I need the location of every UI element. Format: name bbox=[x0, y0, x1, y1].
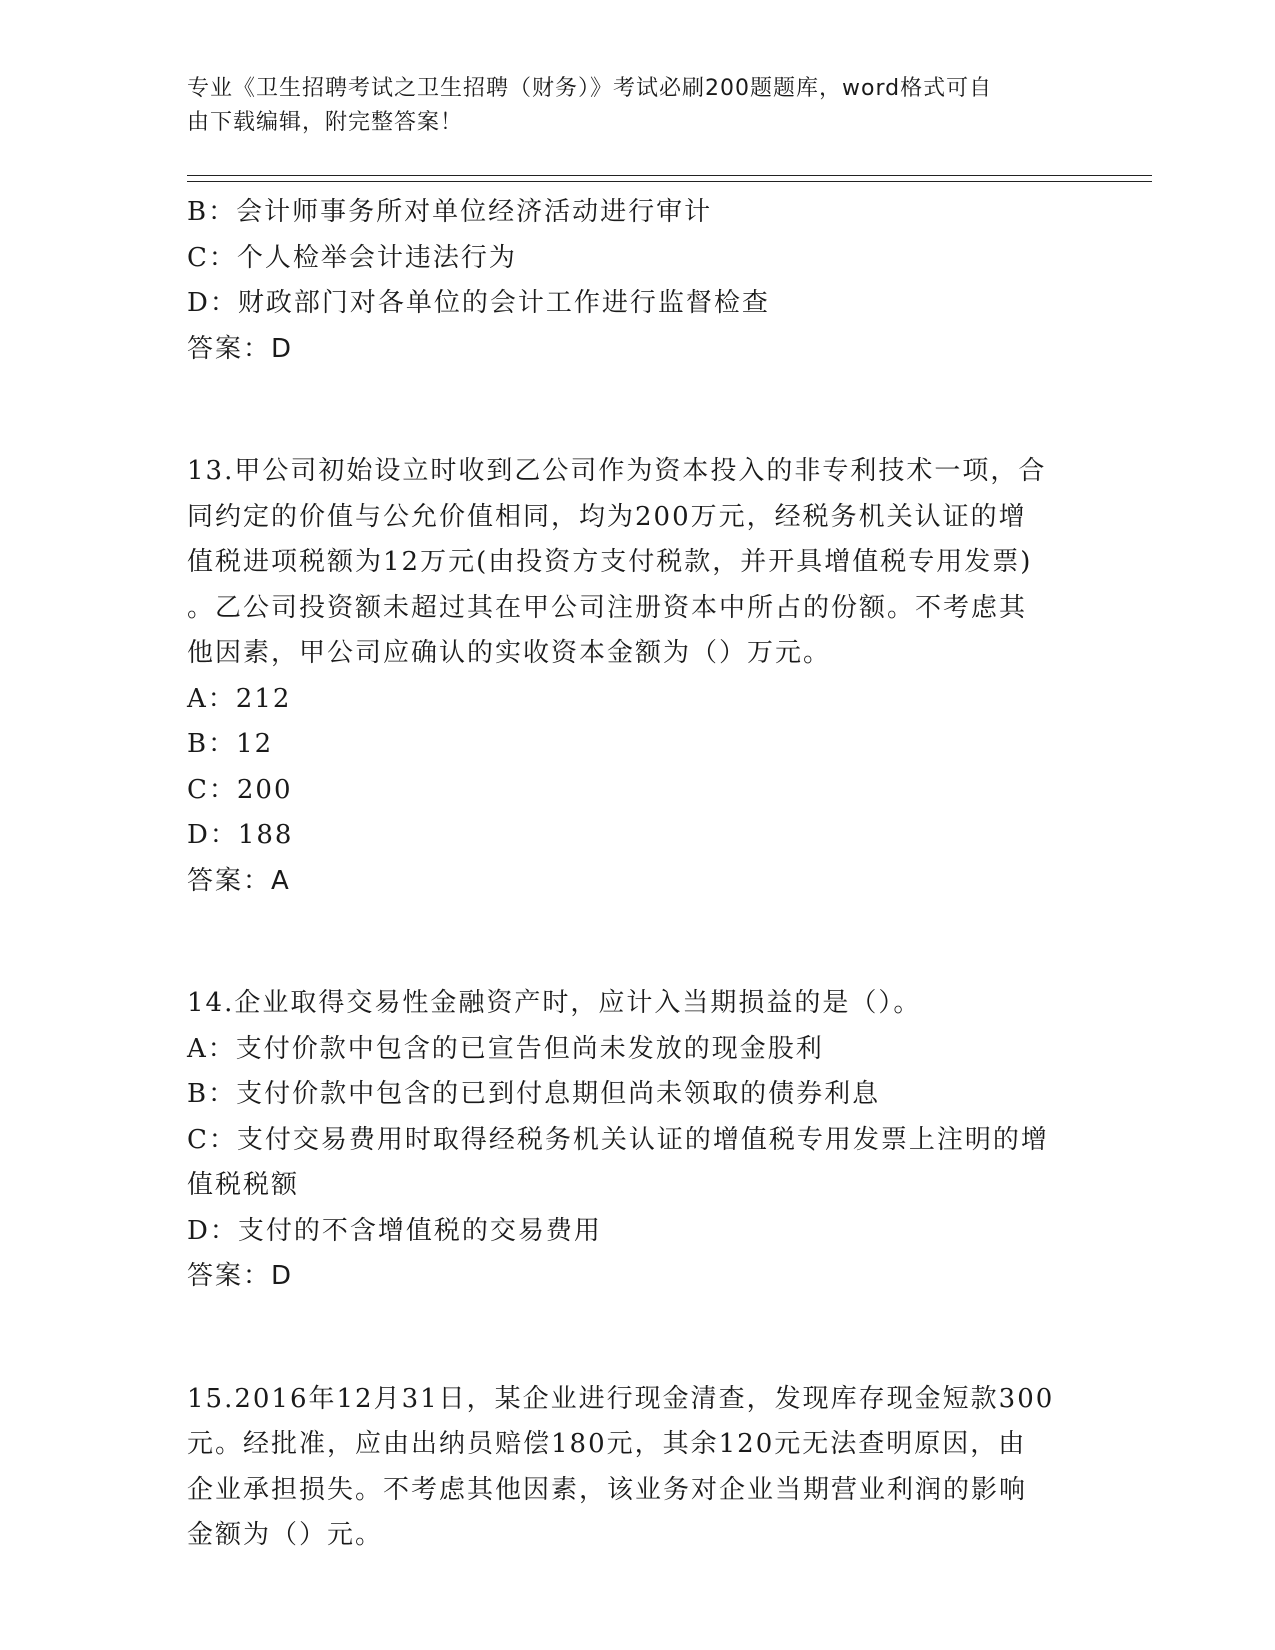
question-stem-line: 金额为（）元。 bbox=[187, 1520, 384, 1550]
question-stem-line: 。乙公司投资额未超过其在甲公司注册资本中所占的份额。不考虑其 bbox=[187, 592, 1028, 623]
question-stem-line: 13.甲公司初始设立时收到乙公司作为资本投入的非专利技术一项，合 bbox=[187, 456, 1047, 486]
option-d: D：财政部门对各单位的会计工作进行监督检查 bbox=[187, 288, 770, 318]
option-b: B：会计师事务所对单位经济活动进行审计 bbox=[187, 197, 713, 227]
question-stem-line: 元。经批准，应由出纳员赔偿180元，其余120元无法查明原因，由 bbox=[187, 1429, 1027, 1459]
option-b: B：12 bbox=[187, 729, 274, 759]
question-stem-line: 15.2016年12月31日，某企业进行现金清查，发现库存现金短款300 bbox=[187, 1383, 1055, 1414]
header-line-1: 专业《卫生招聘考试之卫生招聘（财务）》考试必刷200题题库，word格式可自 bbox=[187, 76, 993, 101]
question-stem: 14.企业取得交易性金融资产时，应计入当期损益的是（）。 bbox=[187, 988, 922, 1018]
question-stem-line: 同约定的价值与公允价值相同，均为200万元，经税务机关认证的增 bbox=[187, 501, 1027, 532]
question-14 bbox=[187, 981, 1067, 1300]
answer: 答案：D bbox=[187, 1261, 294, 1291]
header-line-2: 由下载编辑，附完整答案！ bbox=[187, 110, 464, 135]
header-divider-bottom bbox=[187, 181, 1152, 182]
option-c: C：200 bbox=[187, 774, 293, 805]
option-c-continued: 值税税额 bbox=[187, 1170, 300, 1200]
option-b: B：支付价款中包含的已到付息期但尚未领取的债券利息 bbox=[187, 1079, 881, 1109]
option-d: D：支付的不含增值税的交易费用 bbox=[187, 1215, 602, 1246]
question-stem-line: 值税进项税额为12万元(由投资方支付税款，并开具增值税专用发票) bbox=[187, 547, 1033, 577]
answer: 答案：A bbox=[187, 865, 291, 896]
question-list bbox=[187, 190, 1067, 1559]
page-header bbox=[187, 72, 1067, 140]
option-a: A：212 bbox=[187, 683, 292, 714]
answer: 答案：D bbox=[187, 333, 294, 364]
option-d: D：188 bbox=[187, 820, 294, 850]
question-stem-line: 企业承担损失。不考虑其他因素，该业务对企业当期营业利润的影响 bbox=[187, 1474, 1028, 1505]
question-15 bbox=[187, 1377, 1067, 1559]
option-c: C：支付交易费用时取得经税务机关认证的增值税专用发票上注明的增 bbox=[187, 1124, 1049, 1155]
question-12-tail bbox=[187, 190, 1067, 372]
question-stem-line: 他因素，甲公司应确认的实收资本金额为（）万元。 bbox=[187, 638, 832, 668]
header-divider-top bbox=[187, 175, 1152, 176]
question-13 bbox=[187, 449, 1067, 904]
option-a: A：支付价款中包含的已宣告但尚未发放的现金股利 bbox=[187, 1033, 824, 1064]
option-c: C：个人检举会计违法行为 bbox=[187, 242, 517, 273]
